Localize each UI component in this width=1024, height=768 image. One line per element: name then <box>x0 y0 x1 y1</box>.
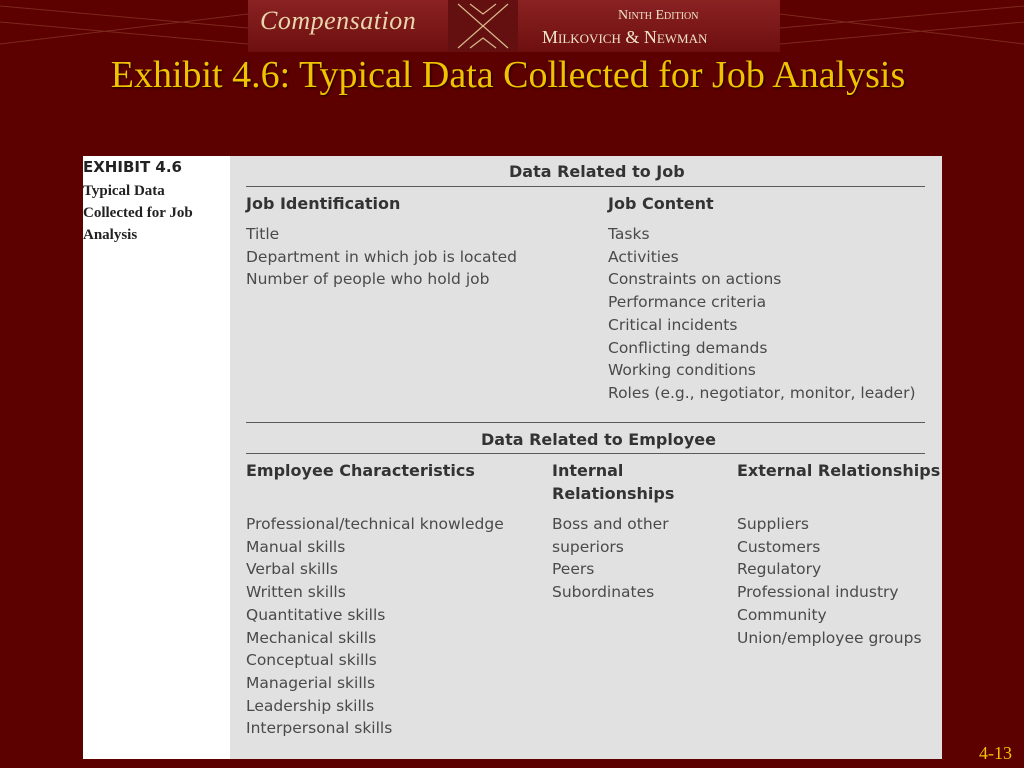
list-item: Suppliers <box>737 515 809 533</box>
exhibit-label: EXHIBIT 4.6 <box>83 158 182 176</box>
diamond-ornament-icon <box>448 0 518 52</box>
list-item: Boss and other superiors <box>552 515 669 556</box>
column-heading-external-relationships: External Relationships <box>737 461 941 480</box>
list-item: Working conditions <box>608 361 756 380</box>
exhibit-table <box>230 156 942 759</box>
list-item: Tasks <box>608 225 650 243</box>
list-item: Performance criteria <box>608 293 767 312</box>
list-item: Community <box>737 605 827 624</box>
list-item: Mechanical skills <box>246 628 377 647</box>
book-authors: Milkovich & Newman <box>542 27 708 47</box>
exhibit-figure <box>83 156 942 759</box>
column-heading-job-content: Job Content <box>608 194 714 213</box>
book-edition: Ninth Edition <box>618 8 699 23</box>
divider <box>246 453 925 454</box>
internal-relationships-list <box>552 513 682 604</box>
book-title: Compensation <box>260 6 417 35</box>
job-identification-list <box>246 223 517 291</box>
section-title-employee: Data Related to Employee <box>481 430 716 449</box>
slide-title: Exhibit 4.6: Typical Data Collected for Job Analysis <box>110 54 906 96</box>
list-item: Constraints on actions <box>608 270 782 289</box>
list-item: Manual skills <box>246 537 346 556</box>
list-item: Verbal skills <box>246 560 338 579</box>
employee-characteristics-list <box>246 513 504 740</box>
list-item: Written skills <box>246 583 346 602</box>
list-item: Department in which job is located <box>246 247 517 266</box>
external-relationships-list <box>737 513 922 649</box>
divider <box>246 186 925 187</box>
column-heading-internal-relationships: Internal Relationships <box>552 461 675 503</box>
banner-ornament <box>448 0 518 52</box>
slide-number: 4-13 <box>979 743 1012 763</box>
header-banner <box>248 0 780 52</box>
list-item: Regulatory <box>737 560 822 579</box>
list-item: Conceptual skills <box>246 651 377 670</box>
list-item: Customers <box>737 537 821 556</box>
list-item: Peers <box>552 560 595 579</box>
list-item: Managerial skills <box>246 673 376 692</box>
list-item: Professional/technical knowledge <box>246 515 504 533</box>
list-item: Quantitative skills <box>246 605 386 624</box>
divider <box>246 422 925 423</box>
column-heading-employee-characteristics: Employee Characteristics <box>246 461 475 480</box>
list-item: Conflicting demands <box>608 338 768 357</box>
list-item: Subordinates <box>552 583 655 602</box>
list-item: Interpersonal skills <box>246 719 393 738</box>
exhibit-caption: Typical Data Collected for Job Analysis <box>83 183 193 243</box>
list-item: Activities <box>608 247 679 266</box>
list-item: Roles (e.g., negotiator, monitor, leader) <box>608 383 916 402</box>
job-content-list <box>608 223 916 405</box>
list-item: Professional industry <box>737 583 899 602</box>
list-item: Leadership skills <box>246 696 375 715</box>
list-item: Critical incidents <box>608 315 738 334</box>
list-item: Union/employee groups <box>737 628 922 647</box>
section-title-job: Data Related to Job <box>509 162 685 181</box>
list-item: Number of people who hold job <box>246 270 490 289</box>
list-item: Title <box>246 225 280 243</box>
column-heading-job-identification: Job Identification <box>246 194 401 213</box>
